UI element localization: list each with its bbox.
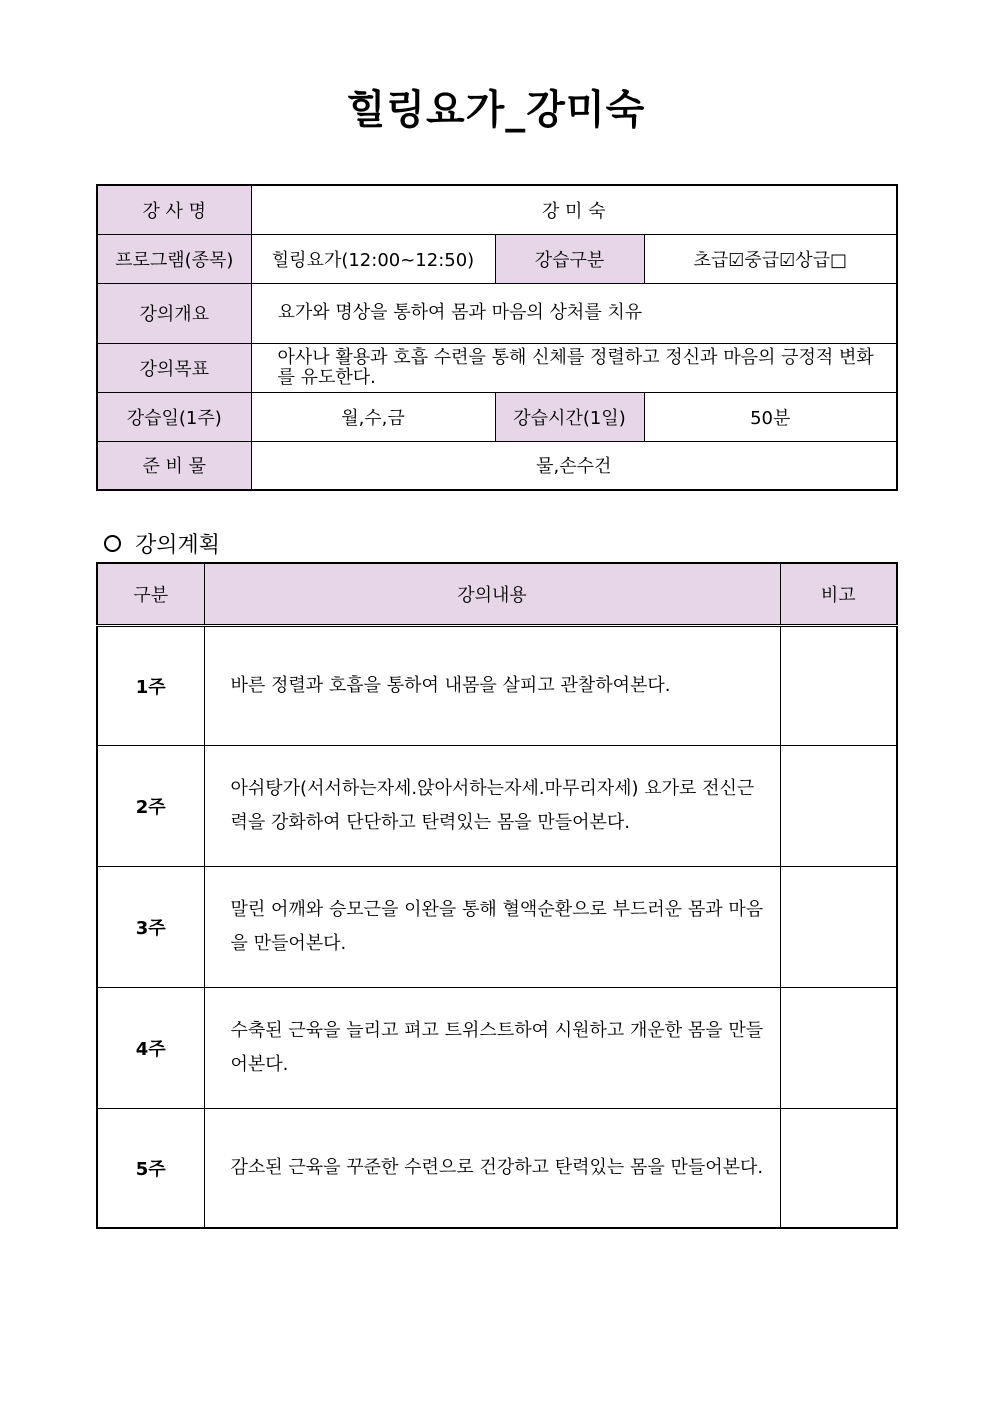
content-cell: 바른 정렬과 호흡을 통하여 내몸을 살피고 관찰하여본다. [204, 625, 780, 745]
table-row [97, 625, 897, 745]
note-cell [780, 625, 897, 745]
supplies-label: 준 비 물 [97, 441, 251, 490]
overview-label: 강의개요 [97, 283, 251, 343]
note-cell [780, 1108, 897, 1228]
program-label: 프로그램(종목) [97, 234, 251, 283]
days-value: 월,수,금 [251, 392, 495, 441]
section-title: 강의계획 [135, 533, 221, 558]
week-cell: 5주 [97, 1108, 204, 1228]
course-info-table [96, 184, 898, 491]
content-cell: 아쉬탕가(서서하는자세.앉아서하는자세.마무리자세) 요가로 전신근력을 강화하여 단단하고 탄력있는 몸을 만들어본다. [204, 745, 780, 866]
note-cell [780, 745, 897, 866]
table-row [97, 1108, 897, 1228]
header-note: 비고 [780, 563, 897, 625]
level-value: 초급☑중급☑상급□ [644, 234, 897, 283]
program-value: 힐링요가(12:00~12:50) [251, 234, 495, 283]
week-cell: 4주 [97, 987, 204, 1108]
content-cell: 감소된 근육을 꾸준한 수련으로 건강하고 탄력있는 몸을 만들어본다. [204, 1108, 780, 1228]
note-cell [780, 987, 897, 1108]
lecture-plan-table [96, 562, 898, 1229]
page-title: 힐링요가_강미숙 [346, 87, 646, 133]
goal-value: 아사나 활용과 호흡 수련을 통해 신체를 정렬하고 정신과 마음의 긍정적 변화를 유도한다. [251, 343, 897, 392]
days-label: 강습일(1주) [97, 392, 251, 441]
table-row [97, 745, 897, 866]
instructor-label: 강 사 명 [97, 185, 251, 234]
supplies-value: 물,손수건 [251, 441, 897, 490]
instructor-value: 강 미 숙 [251, 185, 897, 234]
note-cell [780, 866, 897, 987]
week-cell: 2주 [97, 745, 204, 866]
table-row [97, 866, 897, 987]
circle-bullet-icon [104, 535, 121, 552]
time-value: 50분 [644, 392, 897, 441]
level-label: 강습구분 [495, 234, 644, 283]
overview-value: 요가와 명상을 통하여 몸과 마음의 상처를 치유 [251, 283, 897, 343]
table-row [97, 987, 897, 1108]
section-heading [104, 528, 220, 559]
content-cell: 수축된 근육을 늘리고 펴고 트위스트하여 시원하고 개운한 몸을 만들어본다. [204, 987, 780, 1108]
time-label: 강습시간(1일) [495, 392, 644, 441]
content-cell: 말린 어깨와 승모근을 이완을 통해 혈액순환으로 부드러운 몸과 마음을 만들어본다. [204, 866, 780, 987]
header-content: 강의내용 [204, 563, 780, 625]
header-week: 구분 [97, 563, 204, 625]
week-cell: 3주 [97, 866, 204, 987]
goal-label: 강의목표 [97, 343, 251, 392]
week-cell: 1주 [97, 625, 204, 745]
